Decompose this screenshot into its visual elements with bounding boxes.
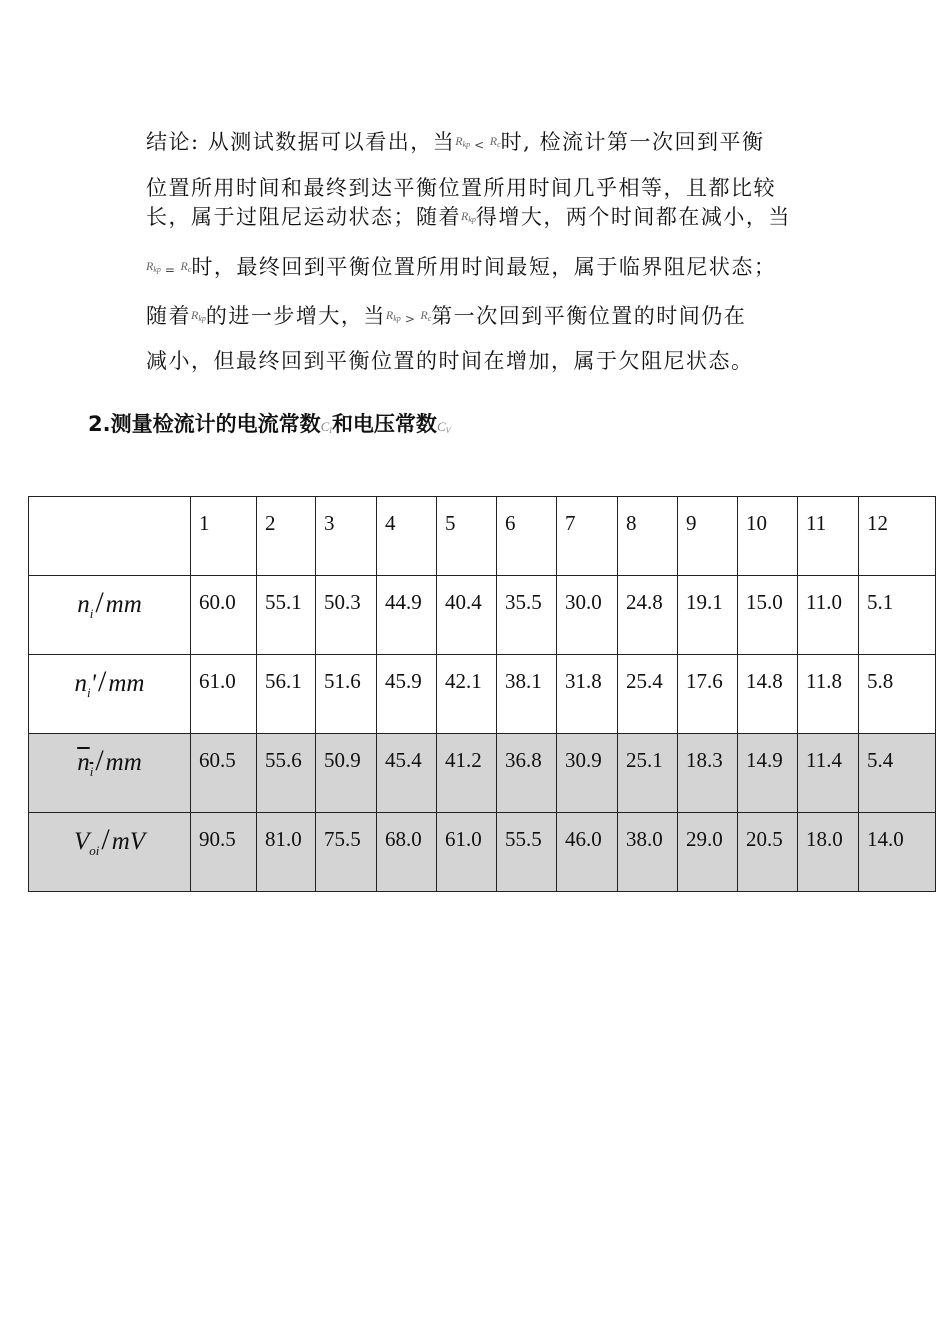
math-r-c: $R_c$ <box>180 259 192 274</box>
table-cell: 55.1 <box>257 576 316 655</box>
table-cell: 29.0 <box>678 813 738 892</box>
table-cell: 36.8 <box>497 734 557 813</box>
header-cell: 6 <box>497 497 557 576</box>
table-header-row <box>29 497 936 576</box>
table-cell: 56.1 <box>257 655 316 734</box>
table-cell: 25.4 <box>618 655 678 734</box>
table-row-ni-mean <box>29 734 936 813</box>
table-cell: 18.0 <box>798 813 859 892</box>
math-r-c: $R_c$ <box>420 308 432 323</box>
table-cell: 30.9 <box>557 734 618 813</box>
section-heading: 2.测量检流计的电流常数$C_I$和电压常数$C_V$ <box>88 412 451 436</box>
header-cell: 9 <box>678 497 738 576</box>
header-cell: 12 <box>859 497 936 576</box>
table-cell: 55.6 <box>257 734 316 813</box>
table-cell: 50.9 <box>316 734 377 813</box>
conclusion-line-4: $R_{kp} = R_c$时，最终回到平衡位置所用时间最短，属于临界阻尼状态； <box>146 255 777 279</box>
table-cell: 46.0 <box>557 813 618 892</box>
table-cell: 44.9 <box>377 576 437 655</box>
table-cell: 15.0 <box>738 576 798 655</box>
math-r-kp: $R_{kp}$ <box>146 259 161 274</box>
table-cell: 11.0 <box>798 576 859 655</box>
math-c-i: $C_I$ <box>320 419 332 435</box>
header-cell: 5 <box>437 497 497 576</box>
header-cell: 7 <box>557 497 618 576</box>
table-cell: 45.9 <box>377 655 437 734</box>
math-r-c: $R_c$ <box>489 134 501 149</box>
conclusion-line-1: 结论: 从测试数据可以看出，当$R_{kp} < R_c$时, 检流计第一次回到平衡 <box>146 130 765 154</box>
table-cell: 38.0 <box>618 813 678 892</box>
table-row-voi <box>29 813 936 892</box>
row-label-ni-mean: $n_i/mm$ <box>29 734 191 813</box>
table-cell: 14.8 <box>738 655 798 734</box>
table-cell: 11.8 <box>798 655 859 734</box>
table-cell: 5.8 <box>859 655 936 734</box>
header-cell: 4 <box>377 497 437 576</box>
table-cell: 61.0 <box>191 655 257 734</box>
conclusion-line-2: 位置所用时间和最终到达平衡位置所用时间几乎相等，且都比较 <box>146 176 776 200</box>
conclusion-line-6: 减小，但最终回到平衡位置的时间在增加，属于欠阻尼状态。 <box>146 349 754 373</box>
math-r-kp: $R_{kp}$ <box>385 308 401 323</box>
header-cell: 11 <box>798 497 859 576</box>
table-cell: 17.6 <box>678 655 738 734</box>
table-cell: 24.8 <box>618 576 678 655</box>
table-cell: 25.1 <box>618 734 678 813</box>
table-cell: 42.1 <box>437 655 497 734</box>
row-label-voi: $V_{oi}/mV$ <box>29 813 191 892</box>
table-cell: 60.5 <box>191 734 257 813</box>
table-cell: 18.3 <box>678 734 738 813</box>
table-cell: 75.5 <box>316 813 377 892</box>
table-cell: 5.1 <box>859 576 936 655</box>
table-cell: 90.5 <box>191 813 257 892</box>
table-cell: 19.1 <box>678 576 738 655</box>
table-cell: 14.9 <box>738 734 798 813</box>
table-cell: 5.4 <box>859 734 936 813</box>
row-label-ni: $n_i/mm$ <box>29 576 191 655</box>
math-c-v: $C_V$ <box>436 419 451 435</box>
table-cell: 81.0 <box>257 813 316 892</box>
table-cell: 11.4 <box>798 734 859 813</box>
row-label-ni-prime: $n_i'/mm$ <box>29 655 191 734</box>
table-cell: 35.5 <box>497 576 557 655</box>
conclusion-line-5: 随着$R_{kp}$的进一步增大，当$R_{kp} > R_c$第一次回到平衡位置的时间仍在 <box>146 304 747 328</box>
header-cell: 1 <box>191 497 257 576</box>
table-cell: 60.0 <box>191 576 257 655</box>
table-row-ni-prime <box>29 655 936 734</box>
table-cell: 40.4 <box>437 576 497 655</box>
header-cell: 2 <box>257 497 316 576</box>
conclusion-line-3: 长，属于过阻尼运动状态；随着$R_{kp}$得增大，两个时间都在减小，当 <box>146 205 791 229</box>
table-cell: 51.6 <box>316 655 377 734</box>
header-empty-cell <box>29 497 191 576</box>
table-cell: 38.1 <box>497 655 557 734</box>
header-cell: 8 <box>618 497 678 576</box>
table-cell: 61.0 <box>437 813 497 892</box>
table-cell: 45.4 <box>377 734 437 813</box>
table-cell: 30.0 <box>557 576 618 655</box>
table-cell: 68.0 <box>377 813 437 892</box>
table-cell: 20.5 <box>738 813 798 892</box>
table-cell: 41.2 <box>437 734 497 813</box>
math-r-kp: $R_{kp}$ <box>461 209 476 224</box>
header-cell: 3 <box>316 497 377 576</box>
table-cell: 55.5 <box>497 813 557 892</box>
table-row-ni <box>29 576 936 655</box>
math-r-kp: $R_{kp}$ <box>455 134 471 149</box>
math-r-kp: $R_{kp}$ <box>191 308 206 323</box>
table-cell: 14.0 <box>859 813 936 892</box>
table-cell: 31.8 <box>557 655 618 734</box>
header-cell: 10 <box>738 497 798 576</box>
table-cell: 50.3 <box>316 576 377 655</box>
measurement-table <box>28 496 936 892</box>
